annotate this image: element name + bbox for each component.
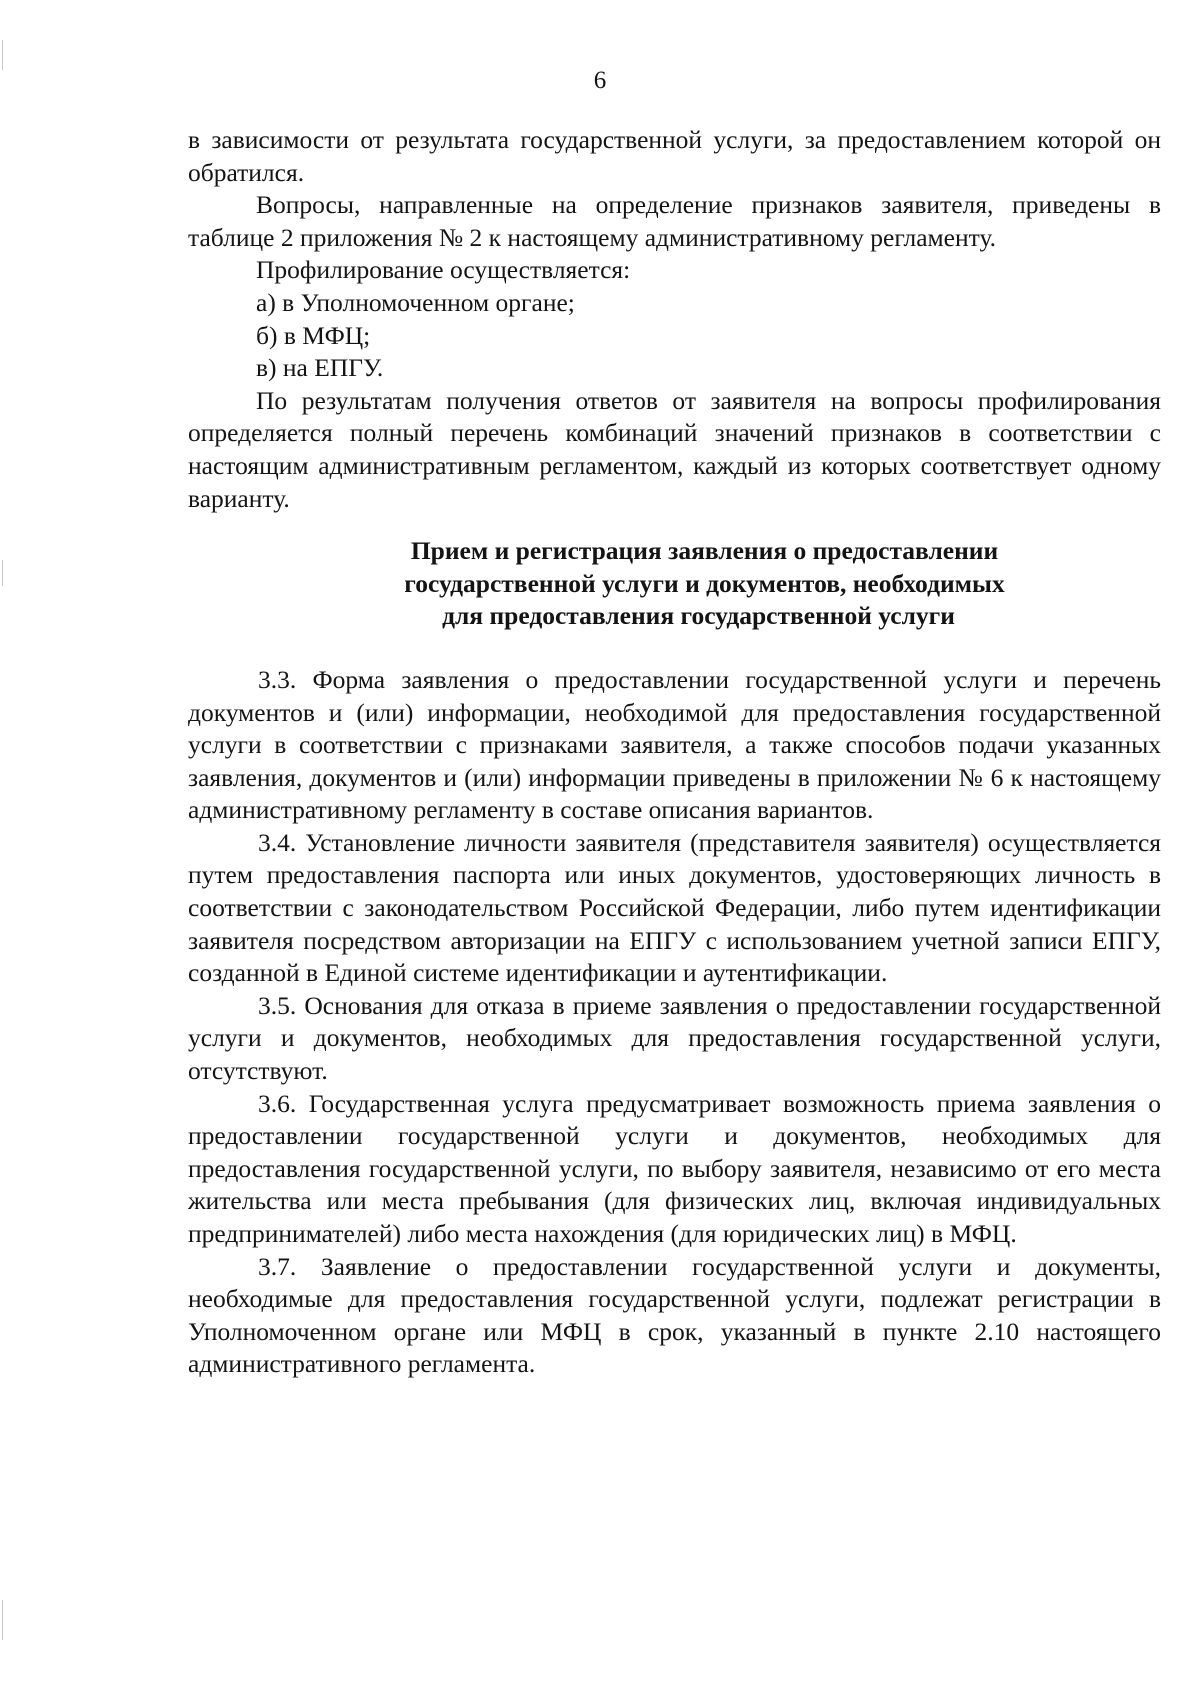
section-heading [188, 535, 1161, 633]
paragraph: По результатам получения ответов от заявителя на вопросы профилирования определяется полный перечень комбинаций значений признаков в соответствии с настоящим административным регламентом, каждый из которых соответствует одному варианту. [188, 385, 1161, 513]
scan-edge-mark [2, 1600, 3, 1640]
scan-edge-mark [2, 560, 3, 586]
list-item: в) на ЕПГУ. [256, 353, 384, 383]
paragraph-3-6: 3.6. Государственная услуга предусматривает возможность приема заявления о предоставлении государственной услуги и документов, необходимых для предоставления государственной услуги, по выбору заявителя, независимо от его места жительства или места пребывания (для физических лиц, включая индивидуальных предпринимателей) либо места нахождения (для юридических лиц) в МФЦ. [188, 1088, 1161, 1248]
paragraph-3-4: 3.4. Установление личности заявителя (представителя заявителя) осуществляется путем предоставления паспорта или иных документов, удостоверяющих личность в соответствии с законодательством Российской Федерации, либо путем идентификации заявителя посредством авторизации на ЕПГУ с использованием учетной записи ЕПГУ, созданной в Единой системе идентификации и аутентификации. [188, 827, 1161, 988]
paragraph: в зависимости от результата государственной услуги, за предоставлением которой он обратился. [188, 125, 1161, 187]
section-heading-line: государственной услуги и документов, необходимых [404, 568, 1005, 598]
list-item: б) в МФЦ; [256, 320, 371, 350]
page-number: 6 [593, 67, 607, 94]
section-heading-line: Прием и регистрация заявления о предоставлении [410, 536, 999, 566]
list-item: а) в Уполномоченном органе; [256, 287, 575, 317]
paragraph-3-7: 3.7. Заявление о предоставлении государственной услуги и документы, необходимые для предоставления государственной услуги, подлежат регистрации в Уполномоченном органе или МФЦ в срок, указанный в пункте 2.10 настоящего административного регламента. [188, 1251, 1161, 1379]
paragraph-3-5: 3.5. Основания для отказа в приеме заявления о предоставлении государственной услуги и документов, необходимых для предоставления государственной услуги, отсутствуют. [188, 990, 1161, 1086]
document-body [188, 124, 1161, 1381]
section-heading-line: для предоставления государственной услуги [442, 601, 955, 631]
paragraph: Профилирование осуществляется: [256, 255, 631, 285]
paragraph: Вопросы, направленные на определение признаков заявителя, приведены в таблице 2 приложения № 2 к настоящему административному регламенту. [188, 190, 1161, 252]
paragraph-3-3: 3.3. Форма заявления о предоставлении государственной услуги и перечень документов и (или) информации, необходимой для предоставления государственной услуги в соответствии с признаками заявителя, а также способов подачи указанных заявления, документов и (или) информации приведены в приложении № 6 к настоящему административному регламенту в составе описания вариантов. [188, 664, 1161, 825]
